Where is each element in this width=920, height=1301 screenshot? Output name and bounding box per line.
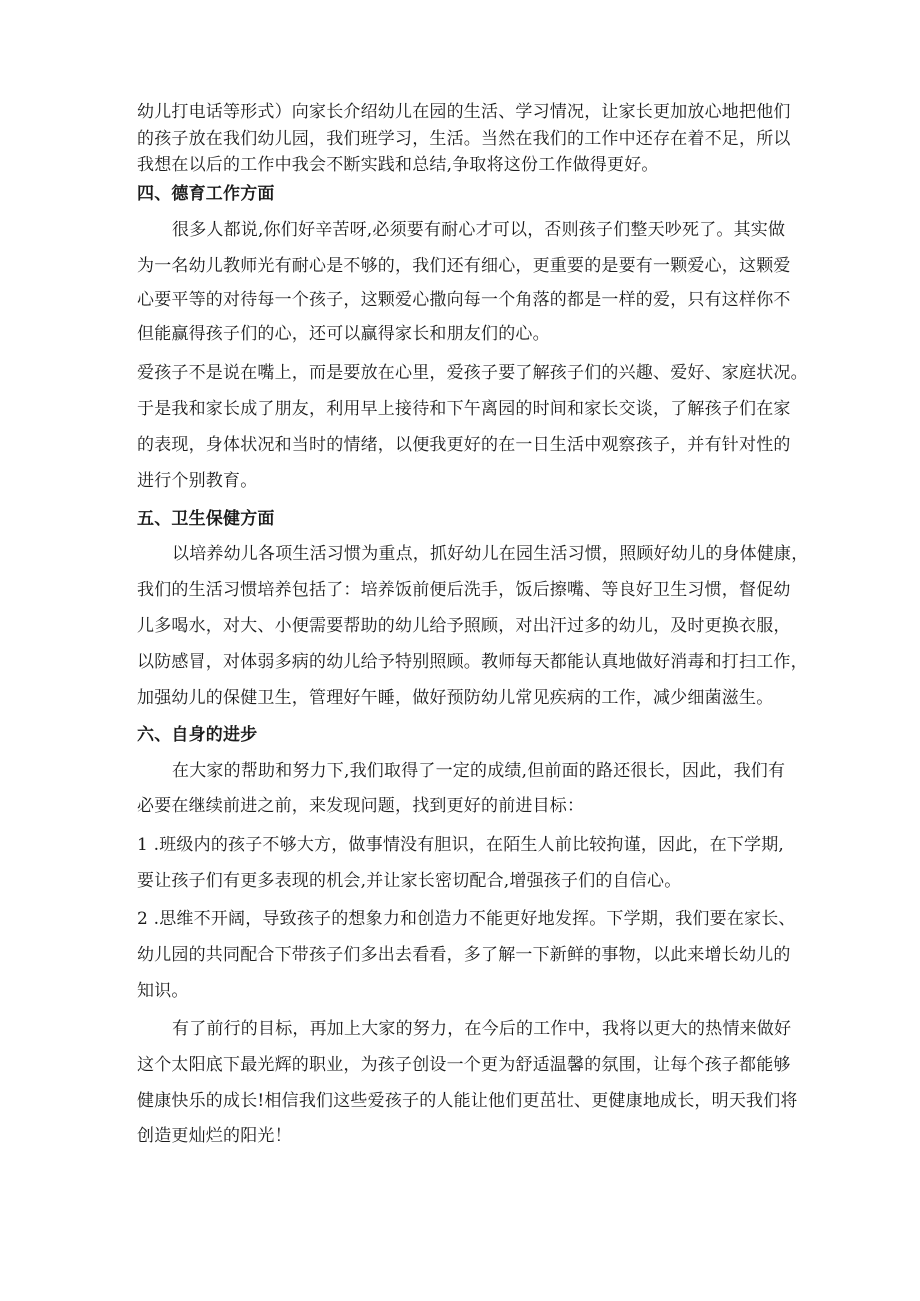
text-line: 儿多喝水，对大、小便需要帮助的幼儿给予照顾，对出汗过多的幼儿，及时更换衣服，	[137, 616, 791, 636]
text-line: 于是我和家长成了朋友，利用早上接待和下午离园的时间和家长交谈，了解孩子们在家	[137, 399, 791, 419]
text-line: 但能赢得孩子们的心，还可以赢得家长和朋友们的心。	[137, 324, 550, 344]
text-line: 健康快乐的成长!相信我们这些爱孩子的人能让他们更茁壮、更健康地成长，明天我们将	[137, 1091, 798, 1111]
text-line: 很多人都说,你们好辛苦呀,必须要有耐心才可以，否则孩子们整天吵死了。其实做	[172, 220, 786, 240]
text-line: 的表现，身体状况和当时的情绪，以便我更好的在一日生活中观察孩子，并有针对性的	[137, 435, 791, 455]
text-line: 我们的生活习惯培养包括了：培养饭前便后洗手，饭后擦嘴、等良好卫生习惯，督促幼	[137, 580, 791, 600]
text-line: 加强幼儿的保健卫生，管理好午睡，做好预防幼儿常见疾病的工作，减少细菌滋生。	[137, 688, 774, 708]
text-line: 幼儿打电话等形式）向家长介绍幼儿在园的生活、学习情况，让家长更加放心地把他们	[137, 102, 791, 122]
text-line: 这个太阳底下最光辉的职业，为孩子创设一个更为舒适温馨的氛围，让每个孩子都能够	[137, 1055, 791, 1075]
text-line: 为一名幼儿教师光有耐心是不够的，我们还有细心，更重要的是要有一颗爱心，这颗爱	[137, 256, 791, 276]
text-line: 有了前行的目标，再加上大家的努力，在今后的工作中，我将以更大的热情来做好	[172, 1019, 792, 1039]
text-line: 必要在继续前进之前，来发现问题，找到更好的前进目标：	[137, 796, 585, 816]
list-item-line: 2 .思维不开阔，导致孩子的想象力和创造力不能更好地发挥。下学期，我们要在家长、	[137, 909, 796, 929]
text-line: 在大家的帮助和努力下,我们取得了一定的成绩,但前面的路还很长，因此，我们有	[172, 761, 786, 781]
list-item-line: 要让孩子们有更多表现的机会,并让家长密切配合,增强孩子们的自信心。	[137, 871, 682, 891]
text-line: 进行个别教育。	[137, 471, 258, 491]
text-line: 以防感冒，对体弱多病的幼儿给予特别照顾。教师每天都能认真地做好消毒和打扫工作，	[137, 652, 808, 672]
section-heading: 四、德育工作方面	[137, 184, 275, 204]
text-line: 以培养幼儿各项生活习惯为重点，抓好幼儿在园生活习惯，照顾好幼儿的身体健康，	[172, 544, 809, 564]
text-line: 的孩子放在我们幼儿园，我们班学习，生活。当然在我们的工作中还存在着不足，所以	[137, 129, 791, 149]
list-item-line: 知识。	[137, 981, 189, 1001]
list-item-line: 1 .班级内的孩子不够大方，做事情没有胆识，在陌生人前比较拘谨，因此，在下学期,	[137, 835, 785, 855]
text-line: 我想在以后的工作中我会不断实践和总结,争取将这份工作做得更好。	[137, 155, 659, 175]
list-item-line: 幼儿园的共同配合下带孩子们多出去看看，多了解一下新鲜的事物，以此来增长幼儿的	[137, 945, 791, 965]
text-line: 心要平等的对待每一个孩子，这颗爱心撒向每一个角落的都是一样的爱，只有这样你不	[137, 290, 791, 310]
text-line: 爱孩子不是说在嘴上，而是要放在心里，爱孩子要了解孩子们的兴趣、爱好、家庭状况。	[137, 363, 808, 383]
section-heading: 六、自身的进步	[137, 725, 258, 745]
section-heading: 五、卫生保健方面	[137, 509, 275, 529]
text-line: 创造更灿烂的阳光！	[137, 1126, 292, 1146]
